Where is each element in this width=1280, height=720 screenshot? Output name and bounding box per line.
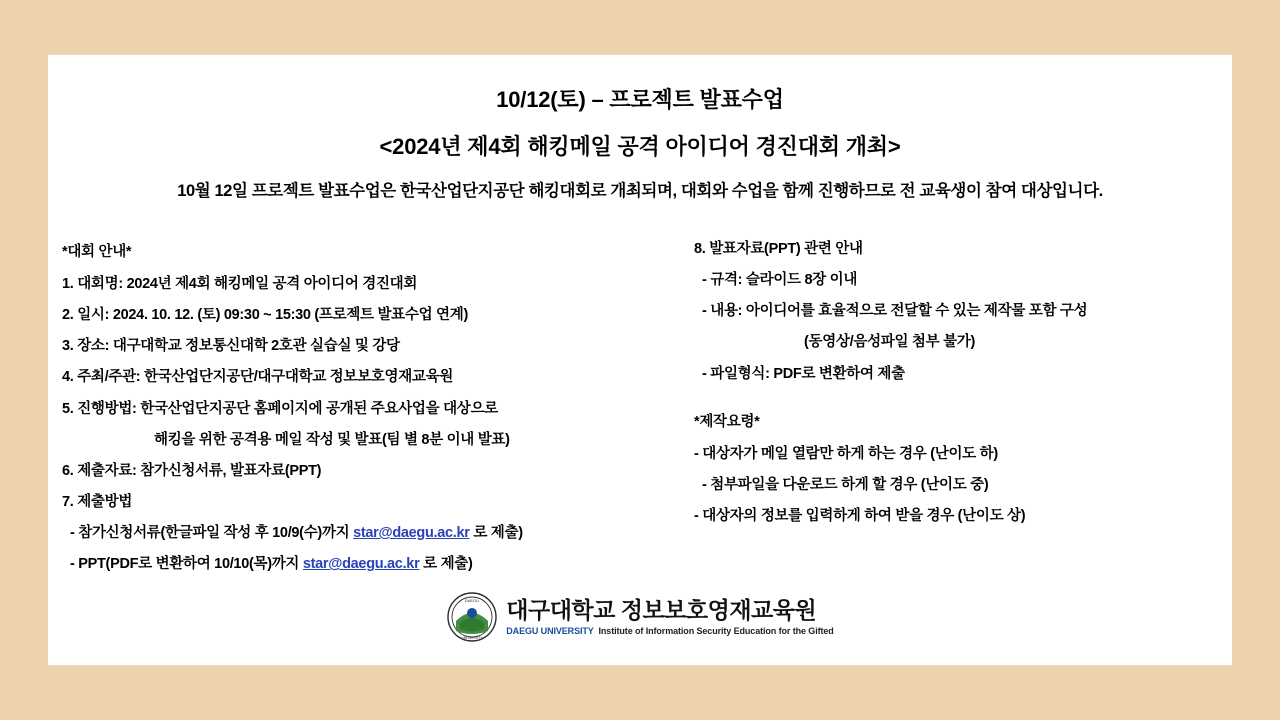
list-item: 7. 제출방법 [62, 493, 133, 510]
submission-suffix: 로 제출) [469, 525, 523, 541]
list-item: (동영상/음성파일 첨부 불가) [804, 334, 976, 351]
submission-prefix: - PPT(PDF로 변환하여 10/10(목)까지 [70, 556, 303, 573]
svg-text:UNIVERSITY: UNIVERSITY [461, 636, 484, 640]
list-item: 해킹을 위한 공격용 메일 작성 및 발표(팀 별 8분 이내 발표) [154, 431, 510, 448]
list-item: 8. 발표자료(PPT) 관련 안내 [694, 241, 863, 257]
title-block [48, 55, 1232, 201]
list-item: 6. 제출자료: 참가신청서류, 발표자료(PPT) [62, 462, 322, 479]
left-column [48, 240, 648, 586]
logo-text-block [506, 598, 833, 635]
logo-english-institute: Institute of Information Security Education for the Gifted [598, 625, 834, 636]
page-subtitle-heading: <2024년 제4회 해킹메일 공격 아이디어 경진대회 개최> [379, 134, 901, 159]
svg-text:DAEGU: DAEGU [465, 598, 480, 603]
university-seal-icon [446, 591, 498, 643]
submission-line [62, 524, 648, 542]
list-item: 2. 일시: 2024. 10. 12. (토) 09:30 ~ 15:30 (프로젝트 발표수업 연계) [62, 307, 468, 324]
email-link[interactable]: star@daegu.ac.kr [302, 556, 420, 573]
list-item: - 규격: 슬라이드 8장 이내 [702, 272, 858, 289]
submission-prefix: - 참가신청서류(한글파일 작성 후 10/9(수)까지 [70, 525, 354, 541]
list-item: 4. 주최/주관: 한국산업단지공단/대구대학교 정보보호영재교육원 [62, 369, 454, 386]
right-section-heading: *제작요령* [694, 413, 760, 430]
list-item: - 내용: 아이디어를 효율적으로 전달할 수 있는 제작물 포함 구성 [702, 303, 1088, 320]
list-item: - 파일형식: PDF로 변환하여 제출 [702, 365, 905, 382]
email-link[interactable]: star@daegu.ac.kr [353, 525, 470, 541]
list-item: 5. 진행방법: 한국산업단지공단 홈페이지에 공개된 주요사업을 대상으로 [62, 400, 498, 417]
logo-korean-name: 대구대학교 정보보호영재교육원 [506, 597, 817, 624]
content-columns [48, 240, 1232, 586]
list-item: 1. 대회명: 2024년 제4회 해킹메일 공격 아이디어 경진대회 [62, 276, 418, 292]
column-spacer [694, 396, 1232, 410]
slide-canvas [48, 55, 1232, 665]
right-column [648, 240, 1232, 586]
intro-text: 10월 12일 프로젝트 발표수업은 한국산업단지공단 해킹대회로 개최되며, 대회와 수업을 함께 진행하므로 전 교육생이 참여 대상입니다. [177, 182, 1103, 200]
page-title: 10/12(토) – 프로젝트 발표수업 [496, 87, 784, 112]
logo-english-name [506, 626, 833, 636]
logo-english-university: DAEGU UNIVERSITY [506, 625, 594, 636]
submission-suffix: 로 제출) [419, 556, 473, 573]
footer-logo [48, 591, 1232, 643]
list-item: - 대상자가 메일 열람만 하게 하는 경우 (난이도 하) [694, 445, 998, 462]
list-item: 3. 장소: 대구대학교 정보통신대학 2호관 실습실 및 강당 [62, 338, 400, 355]
submission-line [62, 555, 648, 573]
list-item: - 첨부파일을 다운로드 하게 할 경우 (난이도 중) [702, 476, 989, 493]
left-section-heading: *대회 안내* [62, 244, 132, 260]
list-item: - 대상자의 정보를 입력하게 하여 받을 경우 (난이도 상) [694, 507, 1026, 524]
